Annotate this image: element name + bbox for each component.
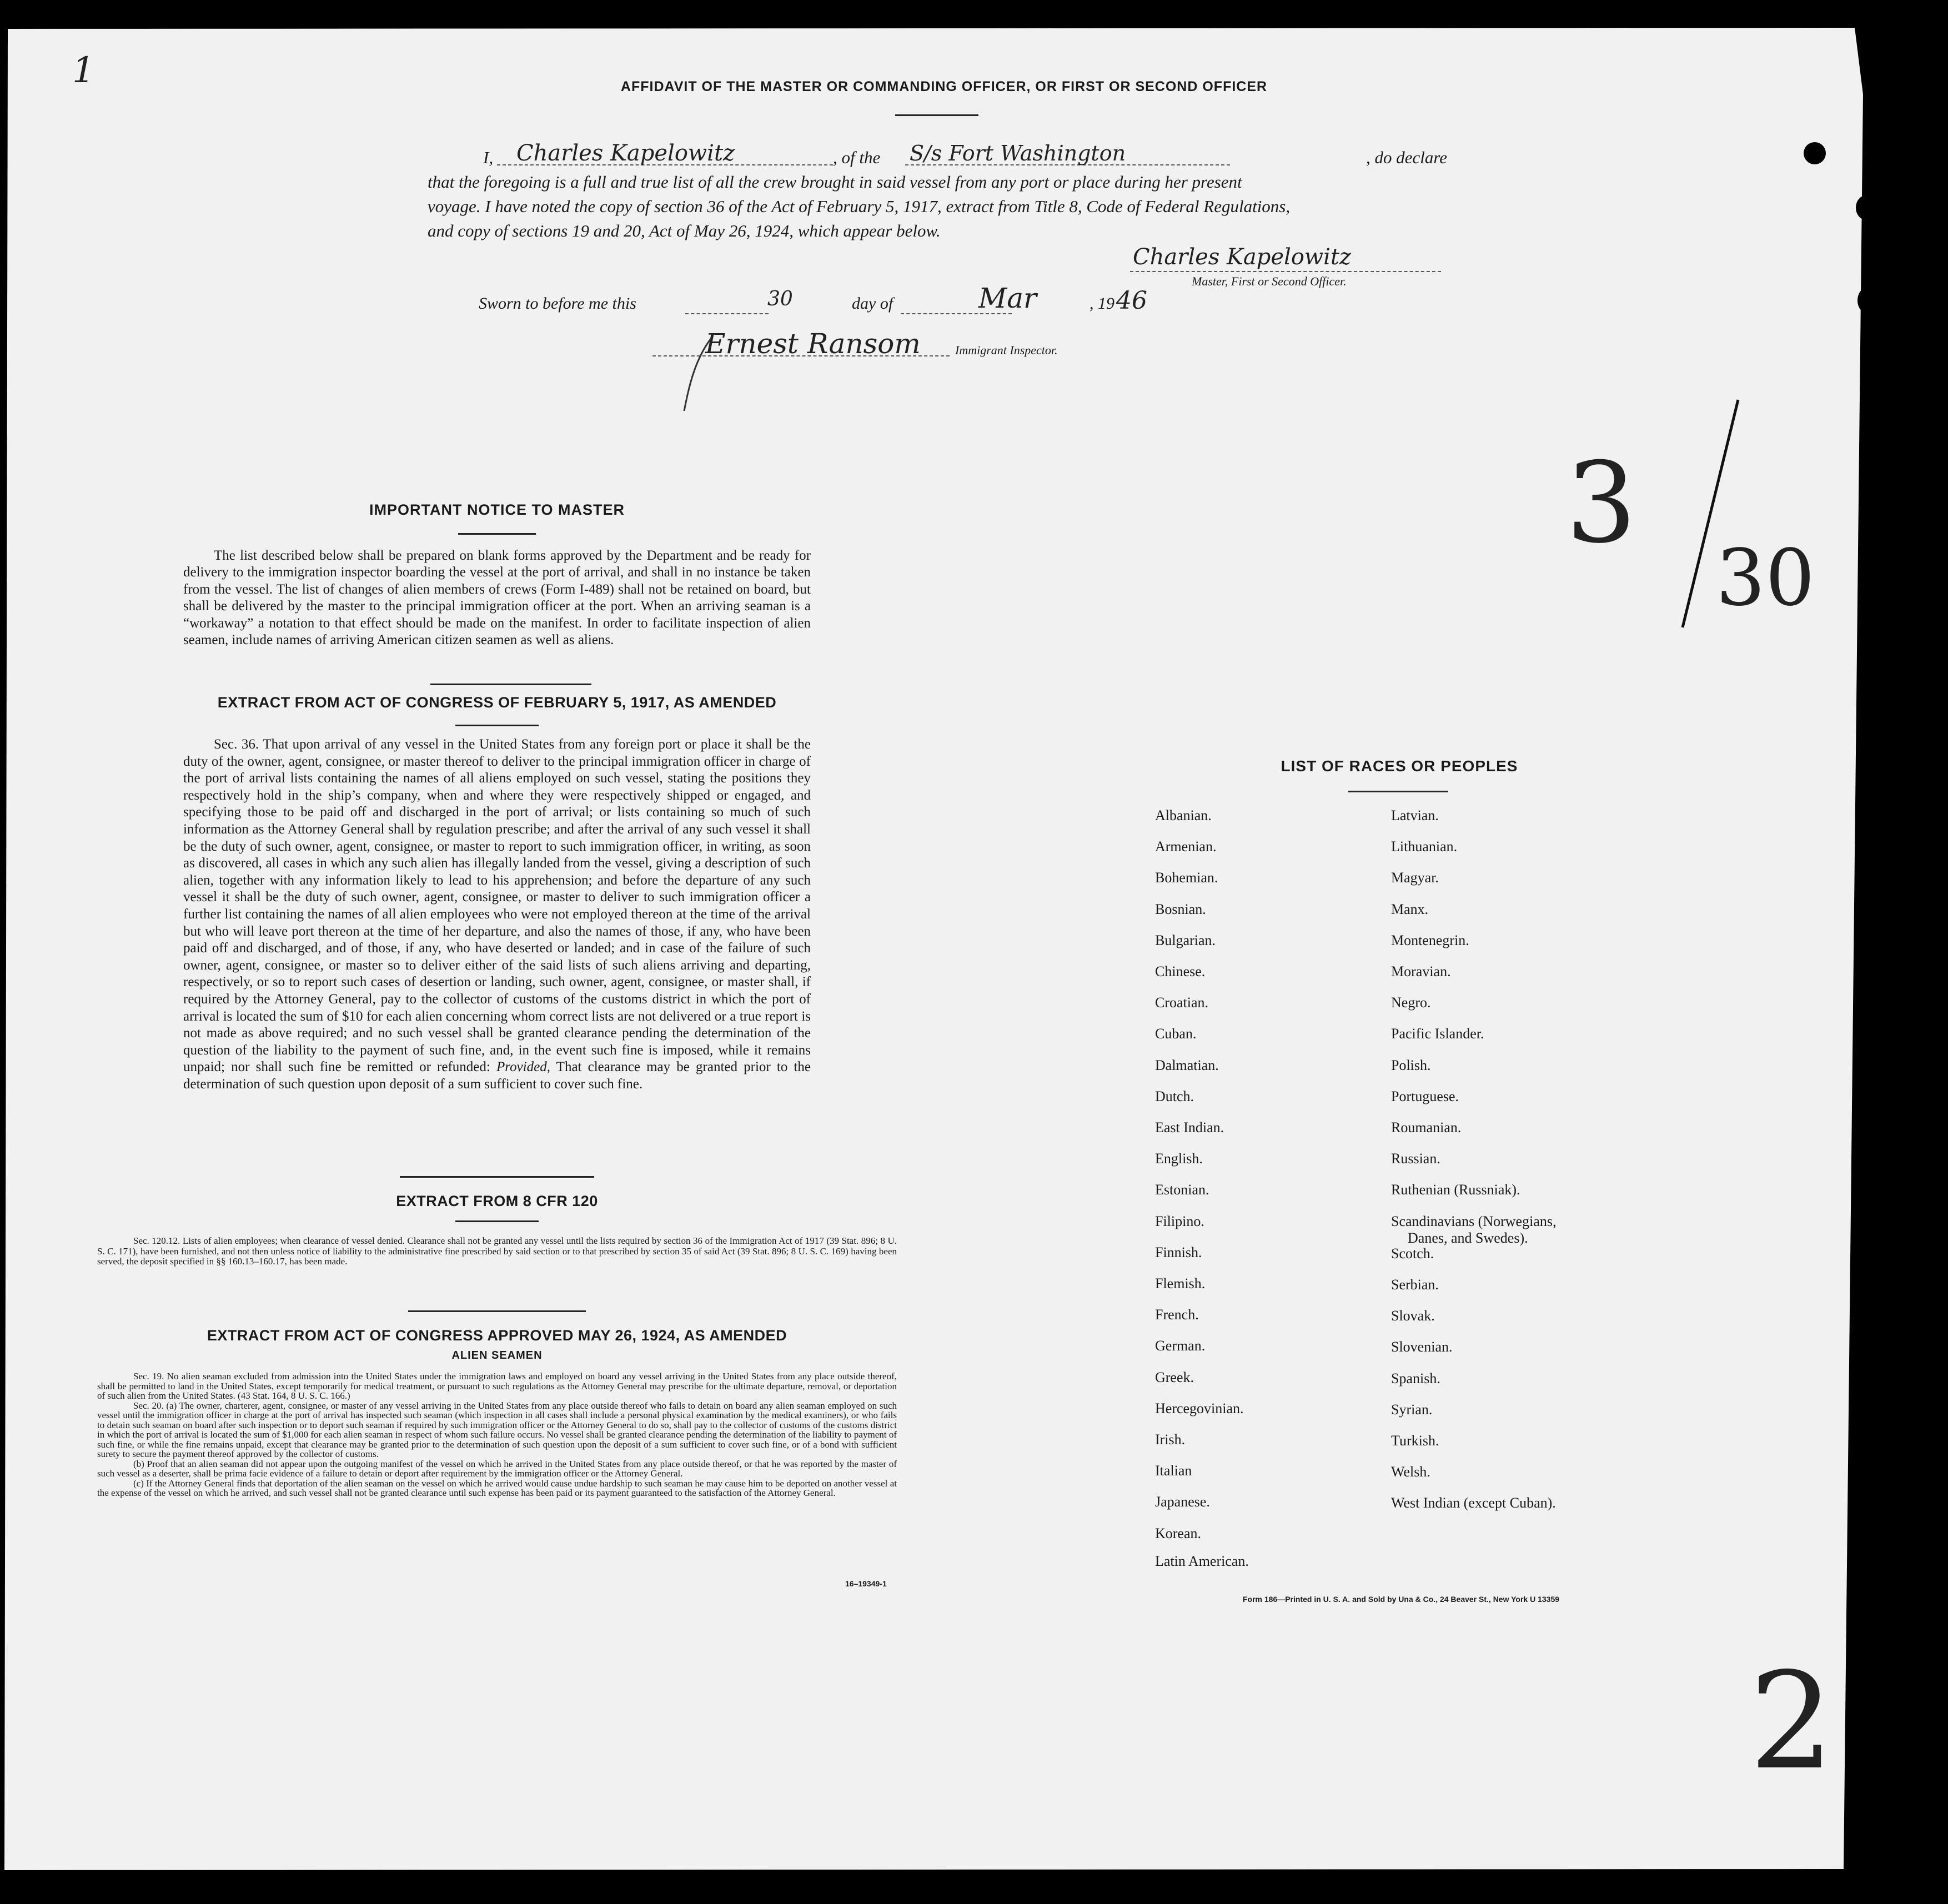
race-item: Dalmatian. <box>1155 1057 1219 1073</box>
inspector-caption: Immigrant Inspector. <box>955 343 1058 357</box>
race-item: Serbian. <box>1391 1277 1439 1293</box>
punch-hole-icon <box>1804 142 1826 164</box>
affidavit-title: AFFIDAVIT OF THE MASTER OR COMMANDING OFFICER, OR FIRST OR SECOND OFFICER <box>620 79 1268 94</box>
race-item: French. <box>1155 1307 1199 1323</box>
master-name-handwritten: Charles Kapelowitz <box>516 140 735 166</box>
race-item: Manx. <box>1391 901 1429 917</box>
page-number-handwritten: 2 <box>1749 1644 1834 1799</box>
race-item: Croatian. <box>1155 994 1209 1011</box>
inspector-signature: Ernest Ransom <box>705 328 921 360</box>
race-item: Lithuanian. <box>1391 838 1458 855</box>
sec-36-label: Sec. 36. <box>214 737 259 752</box>
sec-36-text: That upon arrival of any vessel in the United States from any foreign port or place it shall be the duty of the owner, agent, consignee, or master thereof to deliver to the principal immigration officer in charge of the port of arrival lists containing the names of all aliens employed on such vessel, stating the positions they respectively hold in the ship’s company, when and where they were respectively shipped or engaged, and specifying those to be paid off and discharged in the port of arrival; or lists containing so much of such information as the Attorney General shall by regulation prescribe; and after the arrival of any such vessel it shall be the duty of such owner, agent, consignee, or master to report to such immigration officer, in writing, as soon as discovered, all cases in which any such alien has illegally landed from the vessel, giving a description of such alien, together with any information likely to lead to his apprehension; and before the departure of any such vessel it shall be the duty of such owner, agent, consignee, or master to deliver to such immigration officer a further list containing the names of all alien employees who were not employed thereon at the time of the arrival but who will leave port thereon at the time of her departure, and also the names of those, if any, who have been paid off and discharged, and of those, if any, who have deserted or landed; and in case of the failure of such owner, agent, consignee, or master so to deliver either of the said lists of such aliens arriving and departing, respectively, or so to report such cases of desertion or landing, such owner, agent, consignee, or master shall, if required by the Attorney General, pay to the collector of customs of the customs district in which the port of arrival is located the sum of $10 for each alien concerning whom correct lists are not delivered or a true report is not made as above required; and no such vessel shall be granted clearance pending the determination of the question of the liability to the payment of such fine, and, in the event such fine is imposed, while it remains unpaid; nor shall such fine be remitted or refunded: <box>183 737 811 1075</box>
title-rule <box>895 114 978 116</box>
extract-1924-heading: EXTRACT FROM ACT OF CONGRESS APPROVED MAY 26, 1924, AS AMENDED <box>207 1327 787 1344</box>
alien-seamen-subheading: ALIEN SEAMEN <box>451 1349 543 1362</box>
punch-hole-icon <box>1858 1725 1878 1745</box>
punch-hole-icon <box>1858 1541 1880 1564</box>
punch-hole-icon <box>1858 1632 1880 1655</box>
race-item: Bosnian. <box>1155 901 1206 917</box>
do-declare-label: , do declare <box>1366 148 1448 167</box>
sec-20a-text: Sec. 20. (a) The owner, charterer, agent, consignee, or master of any vessel arriving in the United States from any place outside thereof who fails to detain on board any alien seaman employed on such vessel until the immigration officer in charge at the port of arrival has inspected such seaman (which inspection in all cases shall include a personal physical examination by the medical examiners), or who fails to detain such seaman on board after such inspection or to deport such seaman if required by such immigration officer or the Attorney General to do so, shall pay to the collector of customs of the customs district in which the port of arrival is located the sum of $1,000 for each alien seaman in respect of whom such failure occurs. No vessel shall be granted clearance pending the determination of the liability to payment of such fine, or while the fine remains unpaid, except that clearance may be granted prior to the determination of such question upon the deposit of a sum sufficient to cover such fine, or of a bond with sufficient surety to secure the payment thereof approved by the collector of customs. <box>97 1400 897 1459</box>
sec-36-text-end: That clearance may be granted prior to the determination of such question upon deposit of a sum sufficient to cover such fine. <box>183 1059 811 1092</box>
race-item: Estonian. <box>1155 1182 1209 1198</box>
race-item: Bohemian. <box>1155 870 1218 886</box>
race-item: German. <box>1155 1338 1206 1354</box>
race-item: Hercegovinian. <box>1155 1400 1244 1416</box>
race-item: Slovak. <box>1391 1308 1435 1324</box>
race-item: Scandinavians (Norwegians, <box>1391 1213 1557 1229</box>
race-item: Japanese. <box>1155 1494 1210 1510</box>
affidavit-line-3: voyage. I have noted the copy of section 36 of the Act of February 5, 1917, extract from Title 8, Code of Federal Regulations, <box>428 197 1291 216</box>
race-item: Ruthenian (Russniak). <box>1391 1182 1520 1198</box>
race-item: Albanian. <box>1155 807 1212 823</box>
sec-20b-text: (b) Proof that an alien seaman did not appear upon the outgoing manifest of the vessel on which he arrived in the United States from any place outside thereof, or that he was reported by the master of such vessel as a deserter, shall be prima facie evidence of a failure to detain or deport after requirement by the immigration officer or the Attorney General. <box>97 1458 897 1479</box>
year-prefix: , 19 <box>1090 294 1114 313</box>
race-item: Irish. <box>1155 1431 1186 1448</box>
race-item: Portuguese. <box>1391 1088 1459 1104</box>
punch-hole-icon <box>1857 288 1876 313</box>
race-item: Cuban. <box>1155 1026 1197 1042</box>
race-item: Welsh. <box>1391 1464 1430 1480</box>
master-signature: Charles Kapelowitz <box>1133 244 1352 270</box>
race-item: Spanish. <box>1391 1370 1440 1386</box>
extract-cfr-heading: EXTRACT FROM 8 CFR 120 <box>396 1193 598 1209</box>
day-label: day of <box>852 294 893 313</box>
race-item: Roumanian. <box>1391 1119 1462 1136</box>
race-item: Scotch. <box>1391 1245 1434 1262</box>
punch-hole-icon <box>1856 195 1876 220</box>
race-item: Pacific Islander. <box>1391 1026 1484 1042</box>
race-item: Polish. <box>1391 1057 1431 1073</box>
punch-hole-icon <box>1858 655 1880 677</box>
date-note-top: 3 <box>1566 439 1637 568</box>
race-item: Turkish. <box>1391 1433 1439 1449</box>
race-item: Latvian. <box>1391 807 1439 823</box>
month-value: Mar <box>978 282 1037 314</box>
race-item: Chinese. <box>1155 963 1206 979</box>
race-item: Flemish. <box>1155 1275 1206 1292</box>
race-item: Italian <box>1155 1463 1192 1479</box>
punch-hole-icon <box>1858 561 1880 583</box>
day-value: 30 <box>767 288 793 310</box>
race-item: English. <box>1155 1151 1203 1167</box>
affidavit-text <box>428 140 1472 243</box>
race-item: West Indian (except Cuban). <box>1391 1495 1556 1511</box>
race-item: Filipino. <box>1155 1213 1204 1229</box>
race-item: Bulgarian. <box>1155 932 1216 948</box>
races-heading: LIST OF RACES OR PEOPLES <box>1281 757 1518 775</box>
affidavit-line-4: and copy of sections 19 and 20, Act of May 26, 1924, which appear below. <box>428 221 941 240</box>
race-item: Slovenian. <box>1391 1339 1453 1355</box>
race-item: Korean. <box>1155 1525 1202 1541</box>
race-item: Moravian. <box>1391 963 1451 979</box>
printer-imprint: Form 186—Printed in U. S. A. and Sold by Una & Co., 24 Beaver St., New York U 13359 <box>1243 1595 1560 1604</box>
sec-20c-text: (c) If the Attorney General finds that deportation of the alien seaman on the vessel on which he arrived would cause undue hardship to such seaman he may cause him to be deported on another vessel at the expense of the vessel on which he arrived, and such vessel shall not be granted clearance until such expense has been paid or its payment guaranteed to the satisfaction of the Attorney General. <box>97 1478 897 1498</box>
notice-heading: IMPORTANT NOTICE TO MASTER <box>369 501 625 518</box>
sec-19-text: Sec. 19. No alien seaman excluded from admission into the United States under the immigration laws and employed on board any vessel arriving in the United States from any place outside thereof, shall be permitted to land in the United States, except temporarily for medical treatment, or pursuant to such regulations as the Attorney General may prescribe for the ultimate departure, removal, or deportation of such alien from the United States. (43 Stat. 164, 8 U. S. C. 166.) <box>97 1371 897 1401</box>
race-item: Montenegrin. <box>1391 932 1469 948</box>
extract-1917-heading: EXTRACT FROM ACT OF CONGRESS OF FEBRUARY 5, 1917, AS AMENDED <box>217 694 777 711</box>
sworn-label: Sworn to before me this <box>479 294 636 313</box>
of-the-label: , of the <box>833 148 881 167</box>
i-label: I, <box>483 148 494 167</box>
punch-hole-icon <box>1858 1172 1880 1194</box>
race-item: Dutch. <box>1155 1088 1194 1104</box>
notice-body: The list described below shall be prepared on blank forms approved by the Department and be ready for delivery to the immigration inspector boarding the vessel at the port of arrival, and shall in no instance be taken from the vessel. The list of changes of alien members of crews (Form I-489) shall not be retained on board, but shall be delivered by the master to the principal immigration officer at the port. When an arriving seaman is a “workaway” a notation to that effect should be made on the manifest. In order to facilitate inspection of alien seamen, include names of arriving American citizen seamen as well as aliens. <box>183 548 811 648</box>
race-item: Syrian. <box>1391 1401 1433 1418</box>
race-item: Negro. <box>1391 994 1431 1011</box>
corner-mark: 1 <box>72 50 95 91</box>
form-code: 16–19349-1 <box>845 1579 887 1588</box>
signature-caption: Master, First or Second Officer. <box>1192 274 1347 288</box>
race-item: Greek. <box>1155 1369 1194 1385</box>
year-value: 46 <box>1116 287 1147 315</box>
race-item: Latin American. <box>1155 1553 1249 1569</box>
signature-flourish <box>677 333 755 416</box>
extract-1917-body <box>183 736 811 1093</box>
sworn-line <box>479 282 1201 328</box>
race-item: Finnish. <box>1155 1244 1202 1260</box>
affidavit-line-2: that the foregoing is a full and true list of all the crew brought in said vessel from any port or place during her present <box>428 172 1242 192</box>
vessel-name-handwritten: S/s Fort Washington <box>910 141 1126 165</box>
race-item: East Indian. <box>1155 1119 1224 1136</box>
race-item: Magyar. <box>1391 870 1439 886</box>
extract-cfr-body: Sec. 120.12. Lists of alien employees; when clearance of vessel denied. Clearance shall not be granted any vessel until the lists required by section 36 of the Immigration Act of 1917 (39 Stat. 896; 8 U. S. C. 171), have been furnished, and not then unless notice of liability to the administrative fine prescribed by said section or to that prescribed by section 35 of said Act (39 Stat. 896; 8 U. S. C. 169) having been served, the deposit specified in §§ 160.13–160.17, has been made. <box>97 1235 897 1267</box>
provided-label: Provided, <box>496 1059 550 1075</box>
date-note-bottom: 30 <box>1716 533 1815 624</box>
race-item: Armenian. <box>1155 838 1217 855</box>
extract-1924-body <box>97 1372 897 1498</box>
race-item: Russian. <box>1391 1151 1440 1167</box>
race-item: Danes, and Swedes). <box>1408 1229 1528 1246</box>
punch-hole-icon <box>1858 1264 1880 1286</box>
